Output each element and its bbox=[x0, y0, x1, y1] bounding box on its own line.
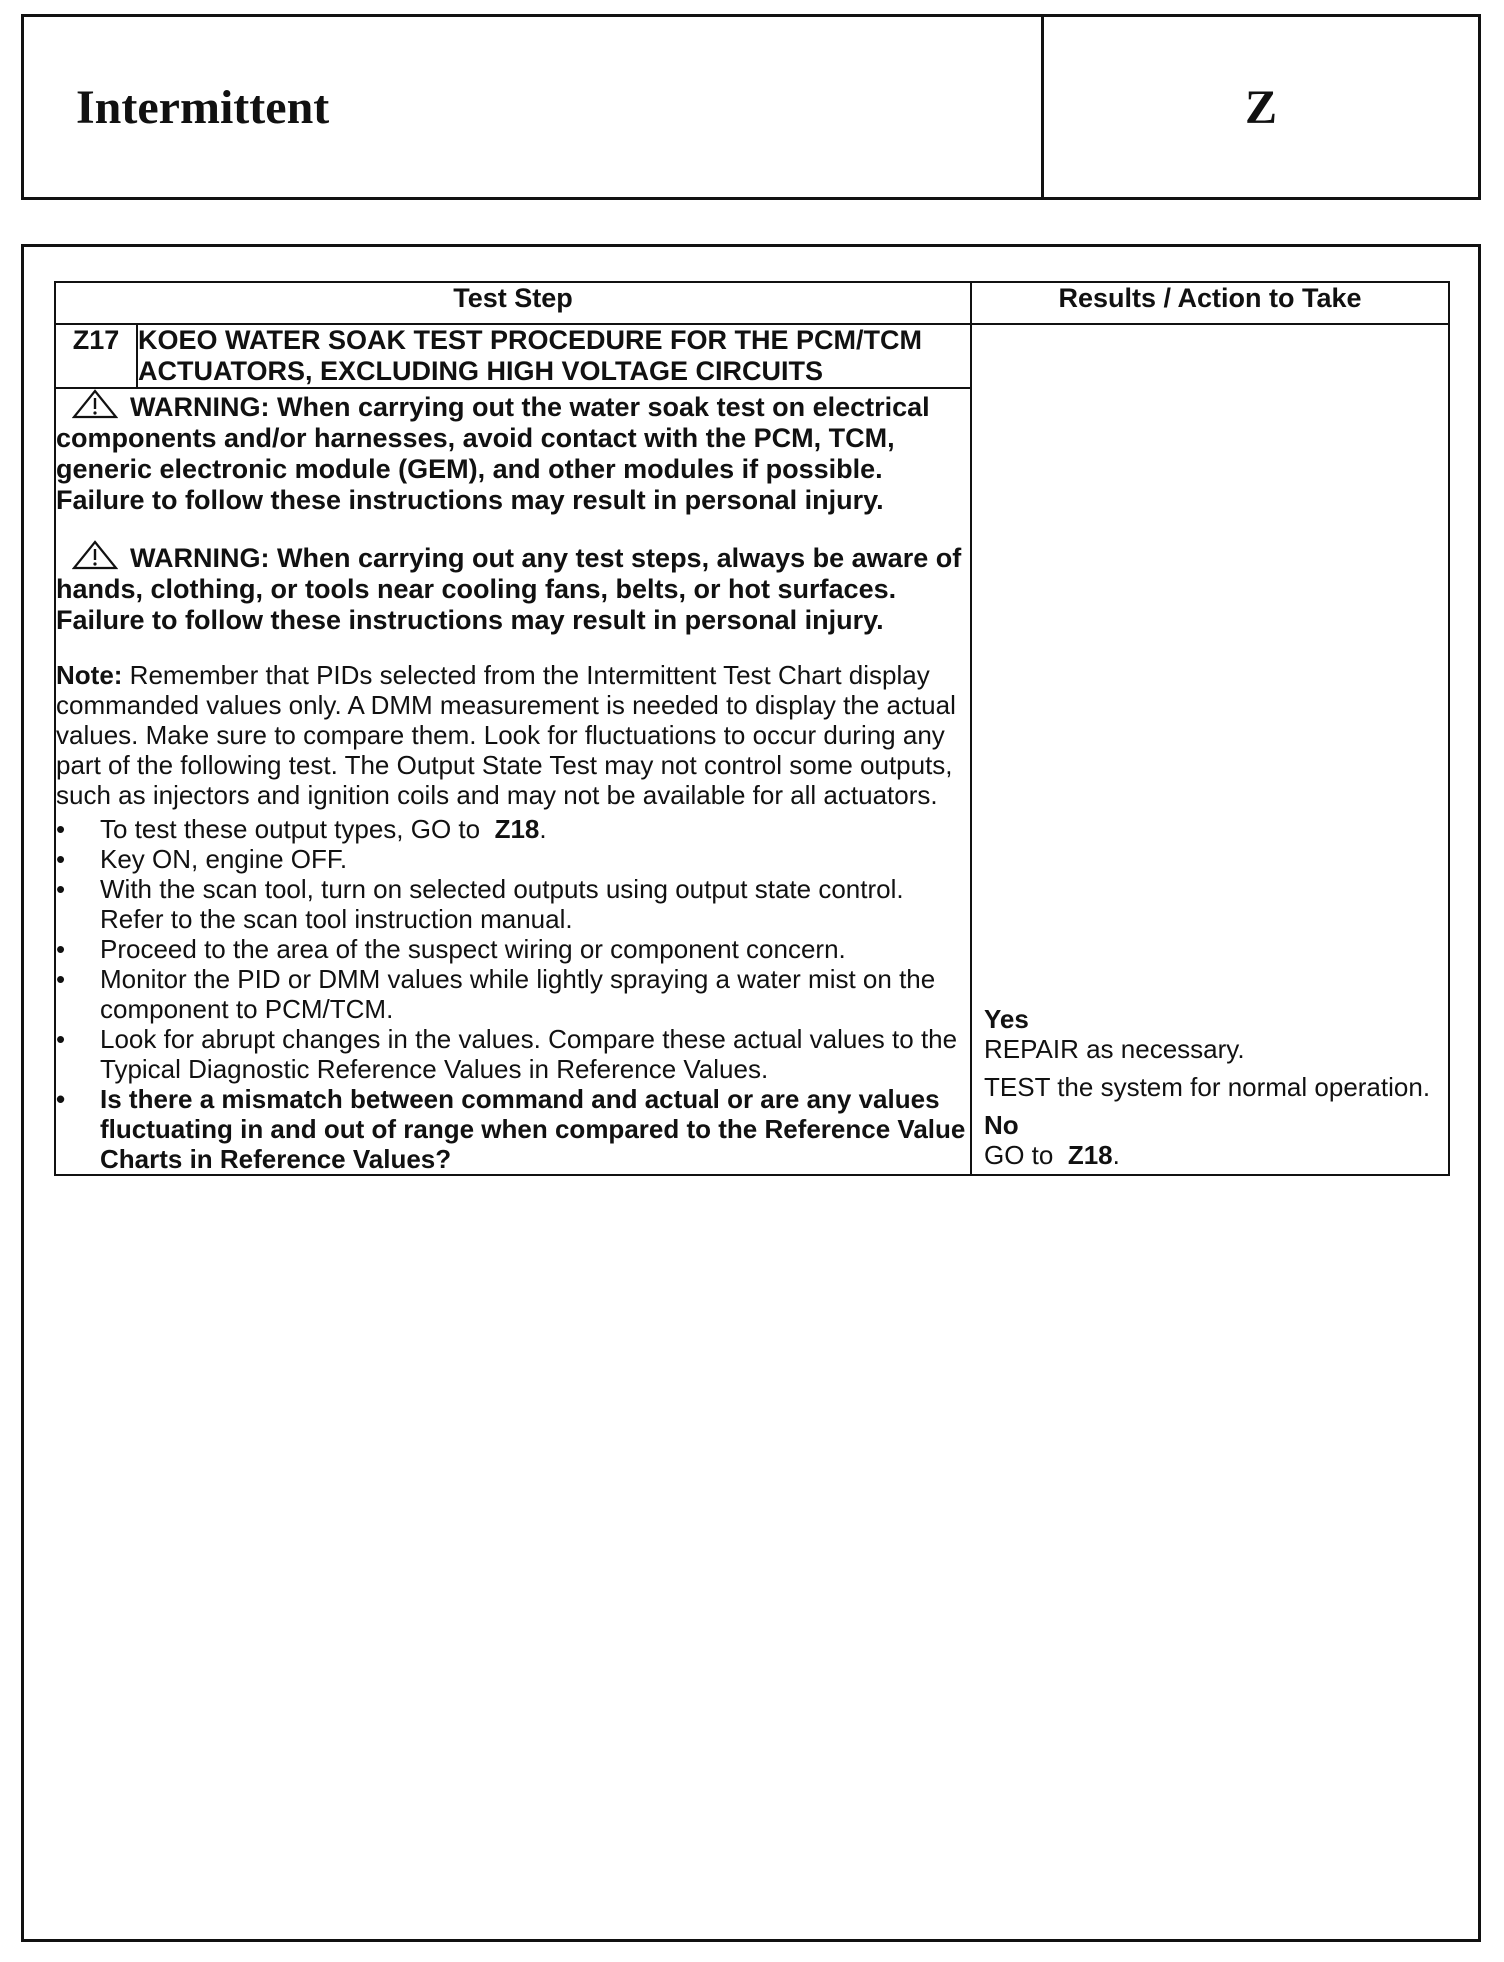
page-header bbox=[21, 14, 1481, 200]
no-action-text: GO to bbox=[984, 1140, 1054, 1170]
bullet-1-text: To test these output types, GO to bbox=[100, 814, 481, 844]
page-title: Intermittent bbox=[24, 17, 1044, 197]
list-item: • Monitor the PID or DMM values while lightly spraying a water mist on the component to PCM/TCM. bbox=[56, 964, 970, 1024]
no-action: GO to Z18. bbox=[984, 1140, 1120, 1170]
column-header-test-step: Test Step bbox=[55, 282, 971, 324]
column-header-results: Results / Action to Take bbox=[971, 282, 1449, 324]
step-title-row bbox=[55, 324, 1449, 388]
warning-2 bbox=[56, 540, 970, 636]
yes-action-repair: REPAIR as necessary. bbox=[984, 1034, 1245, 1064]
question-item: • Is there a mismatch between command and actual or are any values fluctuating in and out of range when compared to the Reference Value Charts in Reference Values? bbox=[56, 1084, 970, 1174]
no-action-ref: Z18 bbox=[1067, 1140, 1113, 1170]
step-number: Z17 bbox=[55, 324, 137, 388]
yes-label: Yes bbox=[984, 1004, 1029, 1034]
step-title: KOEO WATER SOAK TEST PROCEDURE FOR THE PCM/TCM ACTUATORS, EXCLUDING HIGH VOLTAGE CIRCUITS bbox=[137, 324, 971, 388]
warning-triangle-icon bbox=[72, 389, 118, 419]
list-item: • Key ON, engine OFF. bbox=[56, 844, 970, 874]
list-item: • Proceed to the area of the suspect wiring or component concern. bbox=[56, 934, 970, 964]
warning-triangle-icon bbox=[72, 540, 118, 570]
list-item: • With the scan tool, turn on selected outputs using output state control. Refer to the scan tool instruction manual. bbox=[56, 874, 970, 934]
step-body bbox=[55, 388, 971, 1175]
test-step-table bbox=[54, 281, 1450, 1176]
results-block bbox=[984, 1004, 1438, 1170]
yes-action-test: TEST the system for normal operation. bbox=[984, 1072, 1431, 1102]
table-header-row bbox=[55, 282, 1449, 324]
results-cell bbox=[971, 324, 1449, 1175]
warning-1 bbox=[56, 389, 970, 516]
note-text: Remember that PIDs selected from the Intermittent Test Chart display commanded values only. A DMM measurement is needed to display the actual values. Make sure to compare them. Look for fluctuations to occur during any part of the following test. The Output State Test may not control some outputs, such as injectors and ignition coils and may not be available for all actuators. bbox=[56, 660, 956, 810]
section-letter: Z bbox=[1244, 80, 1277, 134]
list-item: • Look for abrupt changes in the values. Compare these actual values to the Typical Diagnostic Reference Values in Reference Values. bbox=[56, 1024, 970, 1084]
warning-1-text: WARNING: When carrying out the water soak test on electrical components and/or harnesses, avoid contact with the PCM, TCM, generic electronic module (GEM), and other modules if possible. Failure to follow these instructions may result in personal injury. bbox=[56, 392, 930, 515]
bullet-1-ref: Z18 bbox=[494, 814, 540, 844]
note-label: Note: bbox=[56, 660, 123, 690]
note bbox=[56, 660, 970, 810]
procedure-list bbox=[56, 814, 970, 1174]
warning-2-text: WARNING: When carrying out any test steps, always be aware of hands, clothing, or tools near cooling fans, belts, or hot surfaces. Failure to follow these instructions may result in personal injury. bbox=[56, 543, 962, 635]
list-item: • To test these output types, GO to Z18. bbox=[56, 814, 970, 844]
no-label: No bbox=[984, 1110, 1019, 1140]
